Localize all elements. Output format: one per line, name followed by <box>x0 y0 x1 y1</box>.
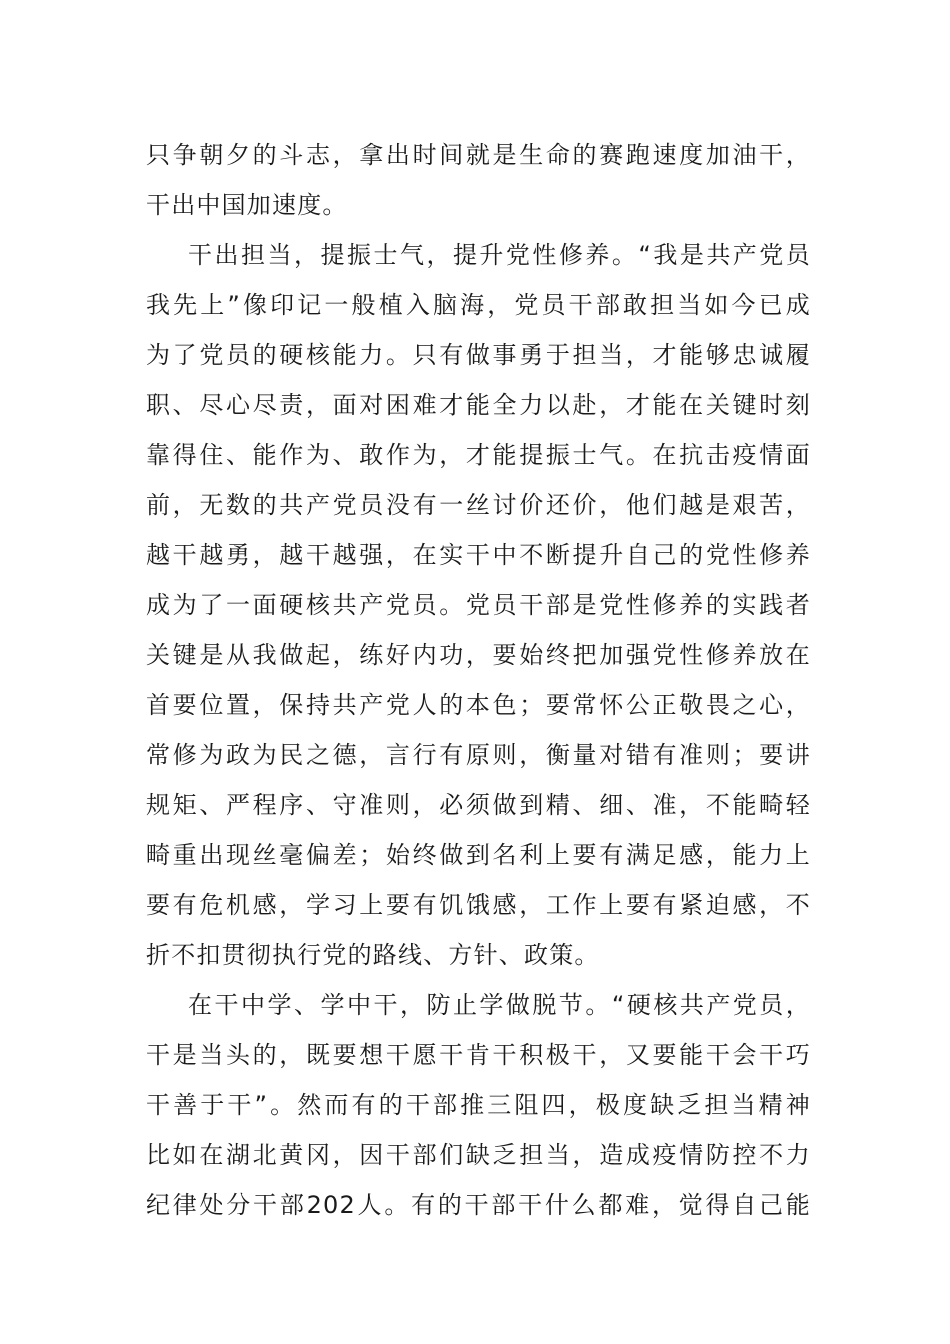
text-line: 职、尽心尽责，面对困难才能全力以赴，才能在关键时刻 <box>146 391 811 419</box>
text-line: 前，无数的共产党员没有一丝讨价还价，他们越是艰苦， <box>146 491 811 519</box>
text-line: 比如在湖北黄冈，因干部们缺乏担当，造成疫情防控不力 <box>146 1141 811 1169</box>
text-line: 干善于干”。然而有的干部推三阻四，极度缺乏担当精神 <box>146 1091 811 1119</box>
text-line: 靠得住、能作为、敢作为，才能提振士气。在抗击疫情面 <box>146 441 811 469</box>
text-line: 畸重出现丝毫偏差；始终做到名利上要有满足感，能力上 <box>146 841 811 869</box>
paragraph-first-line: 干出担当，提振士气，提升党性修养。“我是共产党员 <box>188 241 811 269</box>
paragraph-first-line: 在干中学、学中干，防止学做脱节。“硬核共产党员， <box>188 991 811 1019</box>
text-line: 折不扣贯彻执行党的路线、方针、政策。 <box>146 941 600 969</box>
text-line: 关键是从我做起，练好内功，要始终把加强党性修养放在 <box>146 641 811 669</box>
text-line: 越干越勇，越干越强，在实干中不断提升自己的党性修养 <box>146 541 811 569</box>
text-line: 常修为政为民之德，言行有原则，衡量对错有准则；要讲 <box>146 741 811 769</box>
text-line: 要有危机感，学习上要有饥饿感，工作上要有紧迫感，不 <box>146 891 811 919</box>
text-line: 我先上”像印记一般植入脑海，党员干部敢担当如今已成 <box>146 291 811 319</box>
text-line: 为了党员的硬核能力。只有做事勇于担当，才能够忠诚履 <box>146 341 811 369</box>
text-line: 干出中国加速度。 <box>146 191 348 219</box>
text-line: 规矩、严程序、守准则，必须做到精、细、准，不能畸轻 <box>146 791 811 819</box>
text-line: 只争朝夕的斗志，拿出时间就是生命的赛跑速度加油干， <box>146 141 811 169</box>
text-line: 纪律处分干部202人。有的干部干什么都难，觉得自己能 <box>146 1191 811 1219</box>
text-line: 干是当头的，既要想干愿干肯干积极干，又要能干会干巧 <box>146 1041 811 1069</box>
text-line: 成为了一面硬核共产党员。党员干部是党性修养的实践者 <box>146 591 811 619</box>
body-text <box>146 130 811 1230</box>
text-line: 首要位置，保持共产党人的本色；要常怀公正敬畏之心， <box>146 691 811 719</box>
